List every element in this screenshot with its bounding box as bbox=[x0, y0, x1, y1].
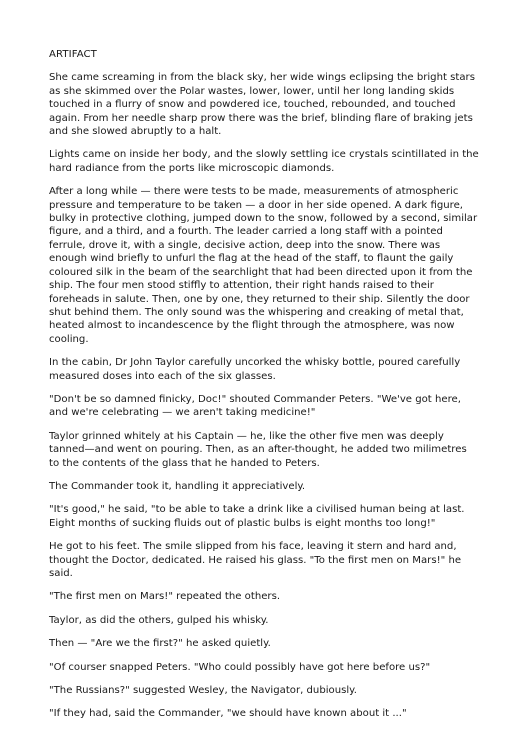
paragraph-pouring: Taylor grinned whitely at his Captain — he, like the other five men was deeply tanned—and went on pouring. Then, as an after-thought, he added two milimetres to the contents of the glass that he handed to Peters. bbox=[49, 430, 467, 469]
paragraph-commander-took: The Commander took it, handling it appreciatively. bbox=[49, 480, 306, 492]
paragraph-of-course: "Of courser snapped Peters. "Who could possibly have got here before us?" bbox=[49, 661, 431, 673]
paragraph-finicky: "Don't be so damned finicky, Doc!" shouted Commander Peters. "We've got here, and we're celebrating — we aren't taking medicine!" bbox=[49, 393, 461, 419]
paragraph-whisky: In the cabin, Dr John Taylor carefully uncorked the whisky bottle, poured carefully measured doses into each of the six glasses. bbox=[49, 357, 461, 382]
paragraph-gulped: Taylor, as did the others, gulped his whisky. bbox=[49, 614, 269, 626]
paragraph-lights: Lights came on inside her body, and the slowly settling ice crystals scintillated in the hard radiance from the ports like microscopic diamonds. bbox=[49, 149, 479, 174]
document-page bbox=[49, 48, 479, 731]
paragraph-its-good: "It's good," he said, "to be able to take a drink like a civilised human being at last. Eight months of sucking fluids out of plastic bulbs is eight months too long!" bbox=[49, 504, 465, 529]
paragraph-are-we-first: Then — "Are we the first?" he asked quietly. bbox=[49, 638, 271, 650]
paragraph-known-about: "If they had, said the Commander, "we should have known about it ..." bbox=[49, 708, 407, 720]
paragraph-russians: "The Russians?" suggested Wesley, the Navigator, dubiously. bbox=[49, 685, 357, 697]
story-title: ARTIFACT bbox=[49, 49, 97, 60]
paragraph-repeated: "The first men on Mars!" repeated the others. bbox=[49, 591, 281, 603]
paragraph-flag: After a long while — there were tests to be made, measurements of atmospheric pressure and temperature to be taken — a door in her side opened. A dark figure, bulky in protective clothing, jumped down to the snow, followed by a second, similar figure, and a third, and a fourth. The leader carried a long staff with a pointed ferrule, drove it, with a single, decisive action, deep into the snow. There was enough wind briefly to unfurl the flag at the head of the staff, to flaunt the gaily coloured silk in the beam of the searchlight that had been directed upon it from the ship. The four men stood stiffly to attention, their right hands raised to their foreheads in salute. Then, one by one, they returned to their ship. Silently the door shut behind them. The only sound was the whispering and creaking of metal that, heated almost to incandescence by the flight through the atmosphere, was now cooling. bbox=[49, 186, 478, 345]
paragraph-toast: He got to his feet. The smile slipped from his face, leaving it stern and hard and, thought the Doctor, dedicated. He raised his glass. "To the first men on Mars!" he said. bbox=[49, 541, 462, 579]
paragraph-landing: She came screaming in from the black sky, her wide wings eclipsing the bright stars as she skimmed over the Polar wastes, lower, lower, until her long landing skids touched in a flurry of snow and powdered ice, touched, rebounded, and touched again. From her needle sharp prow there was the brief, blinding flare of braking jets and she slowed abruptly to a halt. bbox=[49, 72, 475, 138]
